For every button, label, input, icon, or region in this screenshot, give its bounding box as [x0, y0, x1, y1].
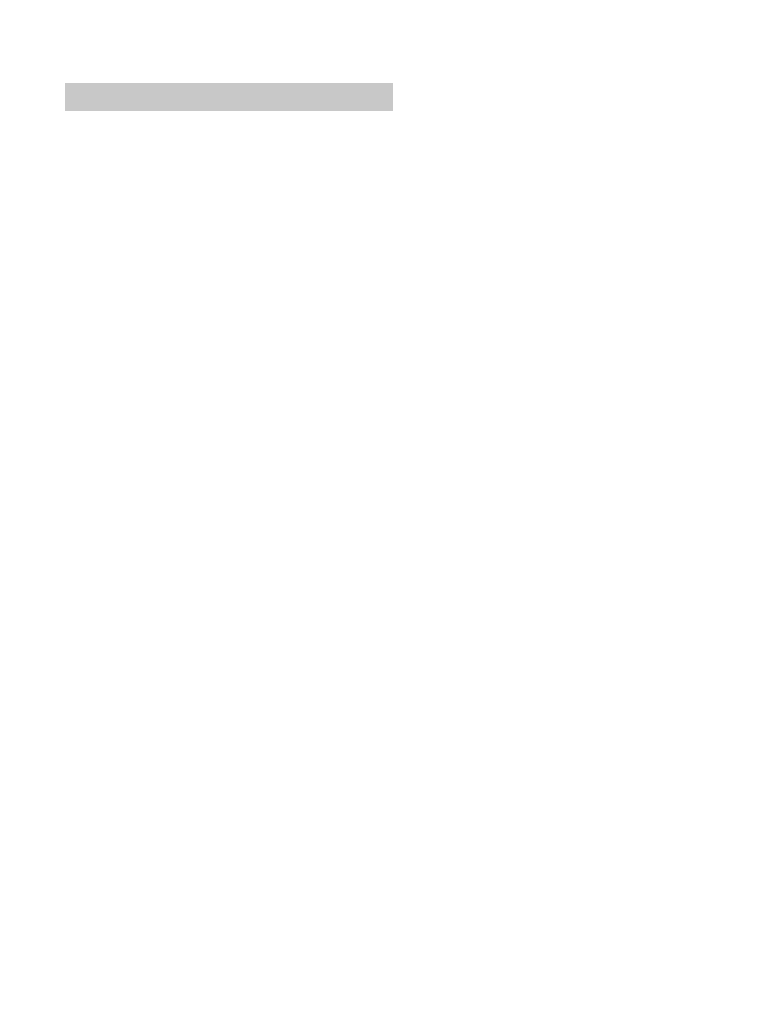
entries-header [286, 83, 393, 111]
teams-header [65, 83, 286, 111]
